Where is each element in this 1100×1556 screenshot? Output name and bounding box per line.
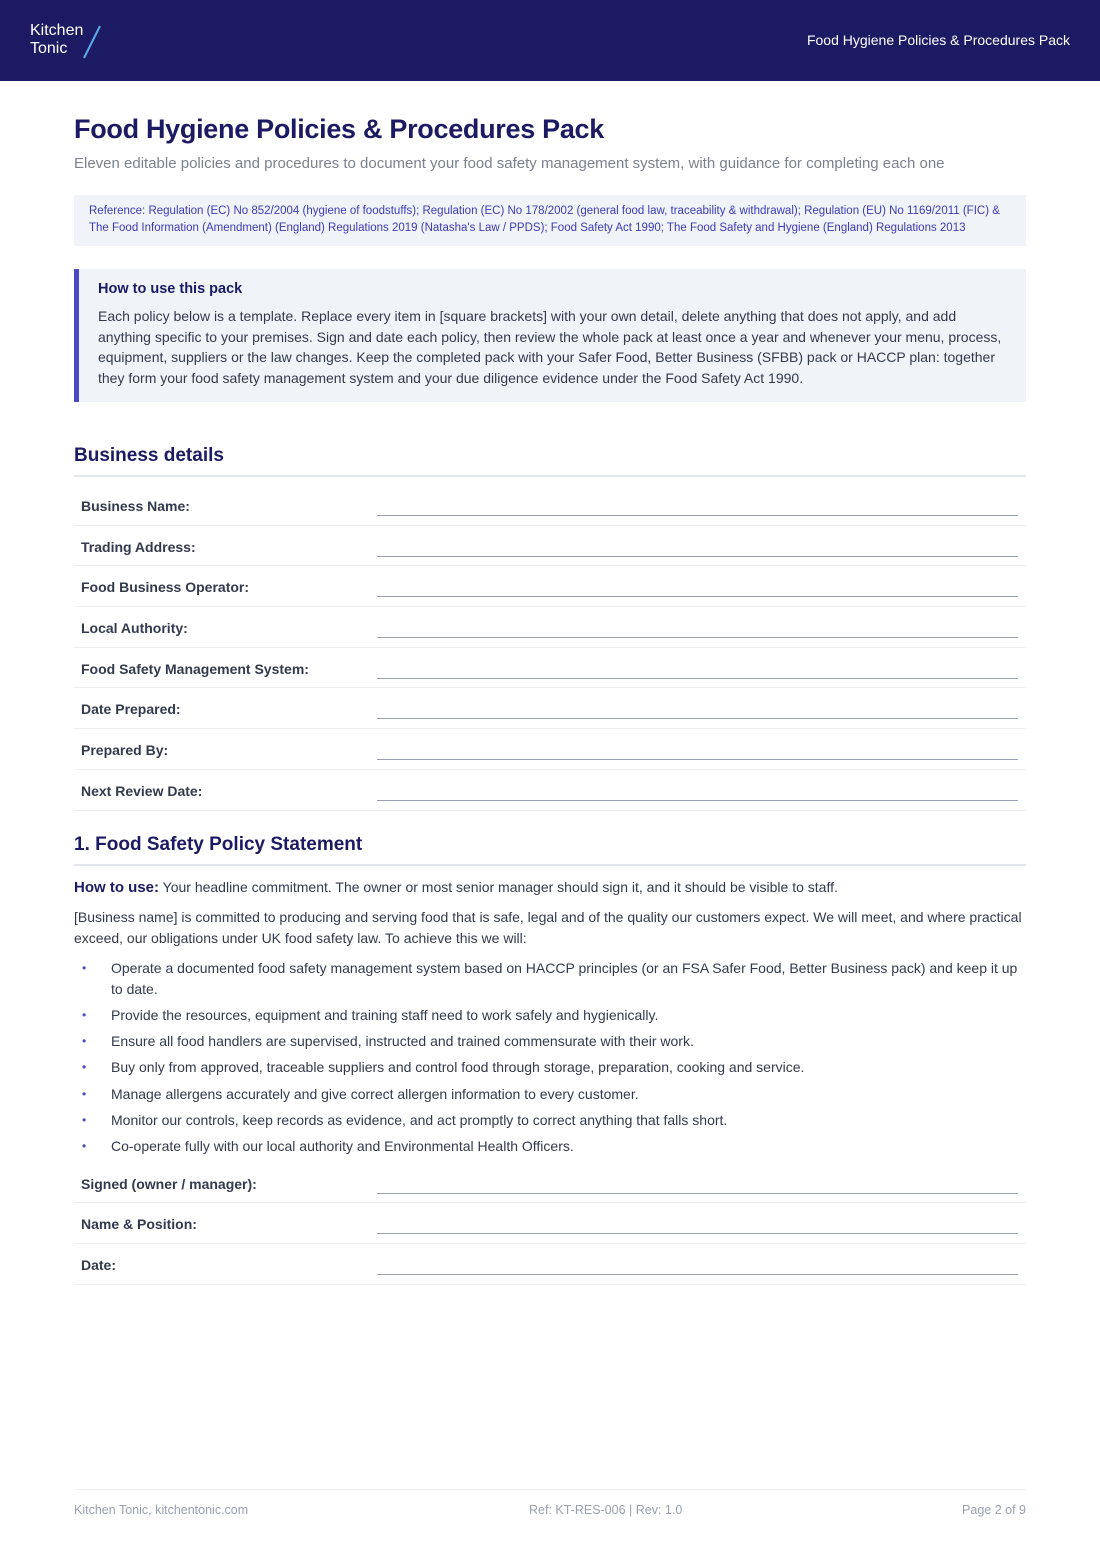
form-row-date xyxy=(74,1244,1026,1285)
list-item xyxy=(74,1084,1026,1105)
business-details-form xyxy=(74,485,1026,811)
kitchen-tonic-logo[interactable] xyxy=(30,22,83,58)
how-to-use-label: How to use: xyxy=(74,878,159,896)
name-position-field[interactable] xyxy=(377,1233,1018,1234)
how-to-use-text: Each policy below is a template. Replace every item in [square brackets] with your own detail, delete anything that does not apply, and add anything specific to your premises. Sign and date each policy, then review the whole pack at least once a year and whenever your menu, process, equipment, suppliers or the law changes. Keep the completed pack with your Safer Food, Better Business (SFBB) pack or HACCP plan: together they form your food safety management system and your due diligence evidence under the Food Safety Act 1990. xyxy=(98,308,1002,386)
bullet-icon: • xyxy=(82,1139,87,1154)
footer-reference: Ref: KT-RES-006 | Rev: 1.0 xyxy=(529,1503,683,1517)
list-item xyxy=(74,1057,1026,1078)
header-bar xyxy=(0,0,1100,81)
next-review-date-field[interactable] xyxy=(377,800,1018,801)
field-label: Business Name: xyxy=(81,498,190,514)
field-label: Next Review Date: xyxy=(81,782,203,799)
form-row-local-authority xyxy=(74,607,1026,648)
page-content xyxy=(74,81,1026,1285)
field-label: Prepared By: xyxy=(81,742,169,759)
date-prepared-field[interactable] xyxy=(377,718,1018,719)
list-item xyxy=(74,1031,1026,1052)
signature-field[interactable] xyxy=(377,1193,1018,1194)
field-label: Name & Position: xyxy=(81,1216,197,1233)
form-row-trading-address xyxy=(74,526,1026,567)
footer-page-number: Page 2 of 9 xyxy=(962,1503,1026,1517)
list-item xyxy=(74,1110,1026,1131)
policy-1-commitments xyxy=(74,958,1026,1158)
field-label: Date: xyxy=(81,1256,117,1273)
trading-address-field[interactable] xyxy=(377,556,1018,557)
reference-box: Reference: Regulation (EC) No 852/2004 (hygiene of foodstuffs); Regulation (EC) No 178/2002 (general food law, traceability & withdrawal); Regulation (EU) No 1169/2011 (FIC) & The Food Information (Amendment) (England) Regulations 2019 (Natasha's Law / PPDS); Food Safety Act 1990; The Food Safety and Hygiene (England) Regulations 2013 xyxy=(74,195,1026,246)
field-label: Date Prepared: xyxy=(81,701,181,718)
list-item xyxy=(74,1005,1026,1026)
logo-line1: Kitchen xyxy=(30,22,84,39)
form-row-signed xyxy=(74,1163,1026,1204)
bullet-icon: • xyxy=(82,1060,87,1075)
list-item-text: Manage allergens accurately and give correct allergen information to every customer. xyxy=(111,1085,639,1102)
business-name-field[interactable] xyxy=(377,515,1018,516)
form-row-prepared-by xyxy=(74,729,1026,770)
list-item-text: Buy only from approved, traceable suppliers and control food through storage, preparation, cooking and service. xyxy=(111,1059,805,1076)
form-row-fsms xyxy=(74,648,1026,689)
how-to-use-box xyxy=(74,269,1026,402)
field-label: Food Safety Management System: xyxy=(81,660,309,677)
form-row-name-position xyxy=(74,1203,1026,1244)
bullet-icon: • xyxy=(82,1034,87,1049)
policy-1-heading: 1. Food Safety Policy Statement xyxy=(74,834,1026,866)
page-title: Food Hygiene Policies & Procedures Pack xyxy=(74,114,604,144)
list-item-text: Operate a documented food safety management system based on HACCP principles (or an FSA Safer Food, Better Business pack) and keep it up to date. xyxy=(111,959,1018,997)
list-item xyxy=(74,1136,1026,1157)
bullet-icon: • xyxy=(82,1007,87,1022)
list-item xyxy=(74,958,1026,1000)
list-item-text: Provide the resources, equipment and training staff need to work safely and hygienically. xyxy=(111,1006,659,1023)
field-label: Signed (owner / manager): xyxy=(81,1175,257,1192)
page-footer xyxy=(74,1489,1026,1529)
form-row-next-review-date xyxy=(74,770,1026,811)
form-row-date-prepared xyxy=(74,688,1026,729)
prepared-by-field[interactable] xyxy=(377,759,1018,760)
field-label: Food Business Operator: xyxy=(81,579,250,596)
bullet-icon: • xyxy=(82,1086,87,1101)
food-safety-management-system-field[interactable] xyxy=(377,678,1018,679)
how-to-use-title: How to use this pack xyxy=(98,281,243,297)
policy-1-intro: [Business name] is committed to producing and serving food that is safe, legal and of the quality our customers expect. We will meet, and where practical exceed, our obligations under UK food safety law. To achieve this we will: xyxy=(74,908,1022,946)
field-label: Trading Address: xyxy=(81,538,196,555)
logo-slash-icon xyxy=(82,25,102,59)
footer-company: Kitchen Tonic, kitchentonic.com xyxy=(74,1503,249,1517)
bullet-icon: • xyxy=(82,1112,87,1127)
business-details-heading: Business details xyxy=(74,445,1026,477)
logo-line2: Tonic xyxy=(30,40,68,57)
how-to-use-text: Your headline commitment. The owner or most senior manager should sign it, and it should be visible to staff. xyxy=(162,878,838,895)
list-item-text: Co-operate fully with our local authority and Environmental Health Officers. xyxy=(111,1138,574,1155)
food-business-operator-field[interactable] xyxy=(377,596,1018,597)
policy-1-how-to-use xyxy=(74,879,1026,896)
list-item-text: Monitor our controls, keep records as evidence, and act promptly to correct anything that falls short. xyxy=(111,1111,728,1128)
policy-1-signature-form xyxy=(74,1163,1026,1285)
bullet-icon: • xyxy=(82,960,87,975)
form-row-food-business-operator xyxy=(74,566,1026,607)
date-field[interactable] xyxy=(377,1274,1018,1275)
list-item-text: Ensure all food handlers are supervised, instructed and trained commensurate with their work. xyxy=(111,1033,694,1050)
local-authority-field[interactable] xyxy=(377,637,1018,638)
page-subtitle: Eleven editable policies and procedures to document your food safety management system, with guidance for completing each one xyxy=(74,155,945,172)
form-row-business-name xyxy=(74,485,1026,526)
field-label: Local Authority: xyxy=(81,620,188,637)
header-title: Food Hygiene Policies & Procedures Pack xyxy=(806,32,1070,48)
